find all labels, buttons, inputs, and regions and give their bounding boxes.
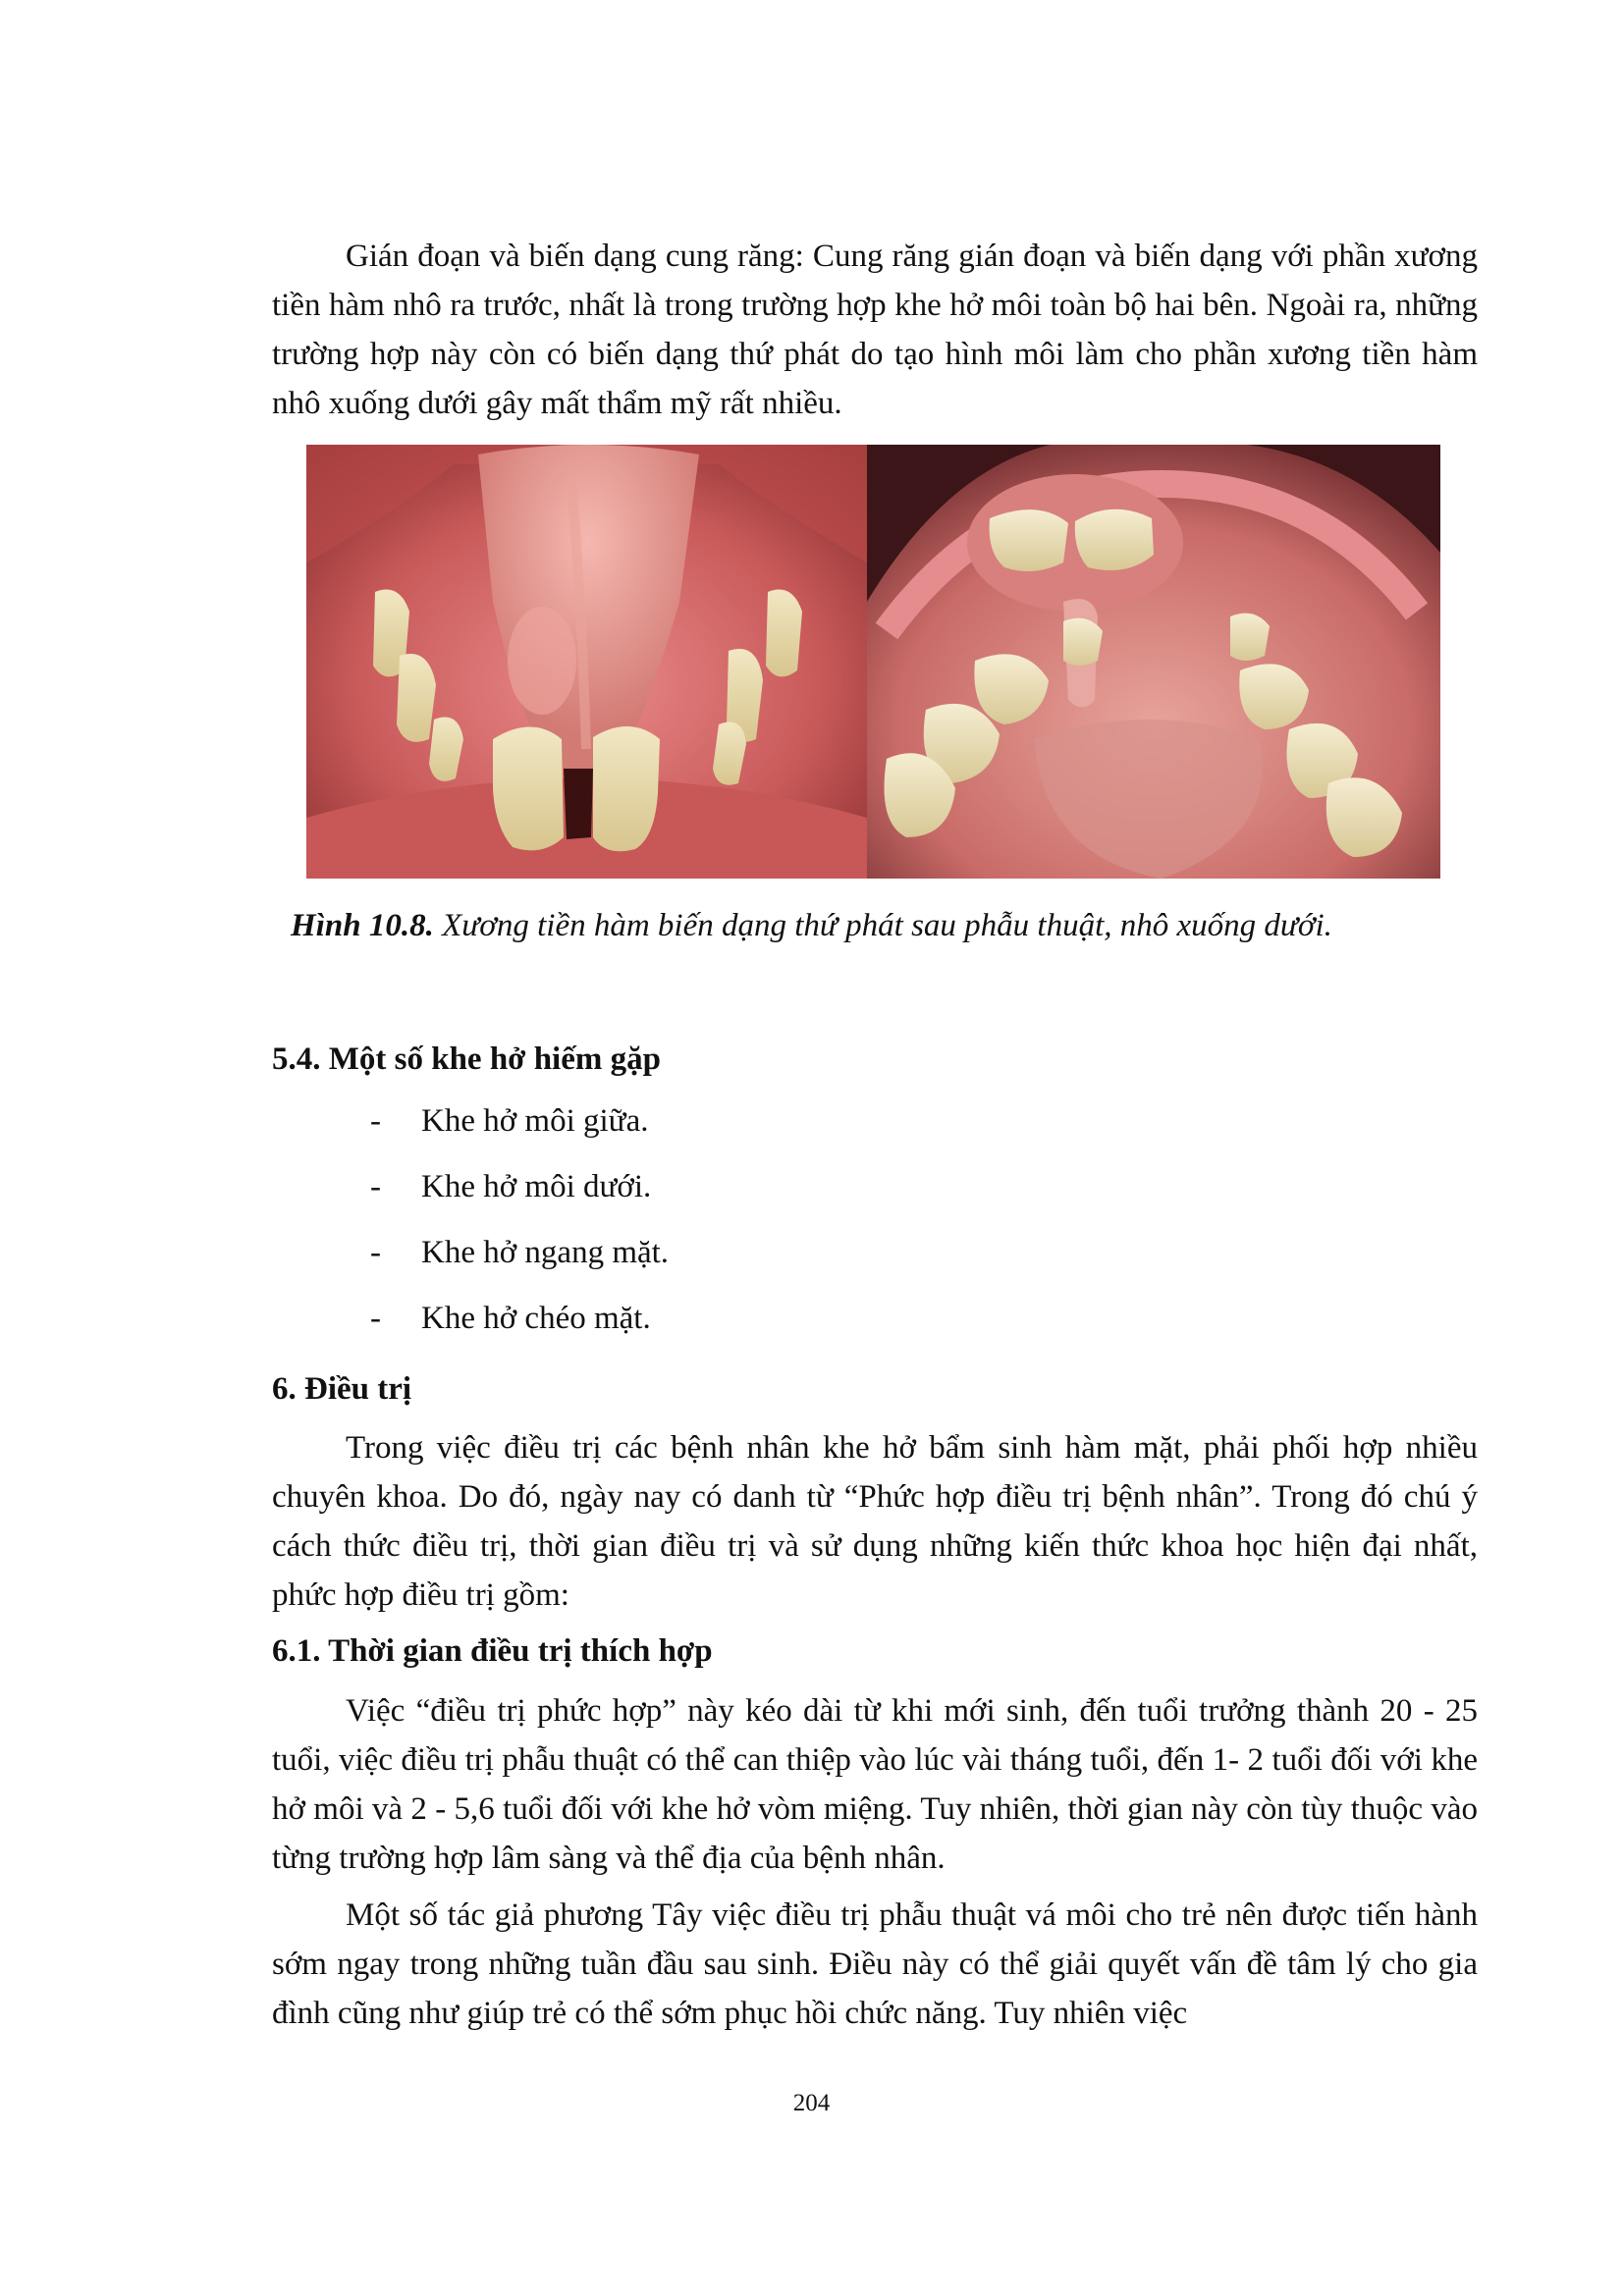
page-number: 204: [792, 2090, 831, 2116]
photo-premaxilla-palate: [867, 445, 1440, 879]
figure-caption: [0, 901, 1623, 950]
paragraph-dental-arch: Gián đoạn và biến dạng cung răng: Cung răng gián đoạn và biến dạng với phần xương tiền hàm nhô ra trước, nhất là trong trường hợp khe hở môi toàn bộ hai bên. Ngoài ra, những trường hợp này còn có biến dạng thứ phát do tạo hình môi làm cho phần xương tiền hàm nhô xuống dưới gây mất thẩm mỹ rất nhiều.: [272, 239, 1478, 421]
figure-label: Hình 10.8.: [291, 908, 434, 943]
photo-premaxilla-front: [306, 445, 867, 879]
heading-6: 6. Điều trị: [272, 1371, 412, 1407]
rare-clefts-list: [370, 1089, 669, 1352]
heading-5-4: 5.4. Một số khe hở hiếm gặp: [272, 1041, 661, 1077]
paragraph-treatment-timing: Việc “điều trị phức hợp” này kéo dài từ khi mới sinh, đến tuổi trưởng thành 20 - 25 tuổi, việc điều trị phẫu thuật có thể can thiệp vào lúc vài tháng tuổi, đến 1- 2 tuổi đối với khe hở môi và 2 - 5,6 tuổi đối với khe hở vòm miệng. Tuy nhiên, thời gian này còn tùy thuộc vào từng trường hợp lâm sàng và thể địa của bệnh nhân.: [272, 1693, 1478, 1876]
figure-10-8: [306, 445, 1440, 879]
paragraph-treatment-intro: Trong việc điều trị các bệnh nhân khe hở bẩm sinh hàm mặt, phải phối hợp nhiều chuyên khoa. Do đó, ngày nay có danh từ “Phức hợp điều trị bệnh nhân”. Trong đó chú ý cách thức điều trị, thời gian điều trị và sử dụng những kiến thức khoa học hiện đại nhất, phức hợp điều trị gồm:: [272, 1430, 1478, 1613]
list-item: - Khe hở môi dưới.: [370, 1169, 652, 1204]
figure-caption-text: Xương tiền hàm biến dạng thứ phát sau phẫu thuật, nhô xuống dưới.: [433, 908, 1332, 943]
paragraph-western-authors: Một số tác giả phương Tây việc điều trị phẫu thuật vá môi cho trẻ nên được tiến hành sớm ngay trong những tuần đầu sau sinh. Điều này có thể giải quyết vấn đề tâm lý cho gia đình cũng như giúp trẻ có thể sớm phục hồi chức năng. Tuy nhiên việc: [272, 1897, 1478, 2031]
heading-6-1: 6.1. Thời gian điều trị thích hợp: [272, 1633, 713, 1669]
list-item: - Khe hở môi giữa.: [370, 1103, 649, 1139]
list-item: - Khe hở ngang mặt.: [370, 1235, 670, 1270]
list-item: - Khe hở chéo mặt.: [370, 1301, 651, 1336]
